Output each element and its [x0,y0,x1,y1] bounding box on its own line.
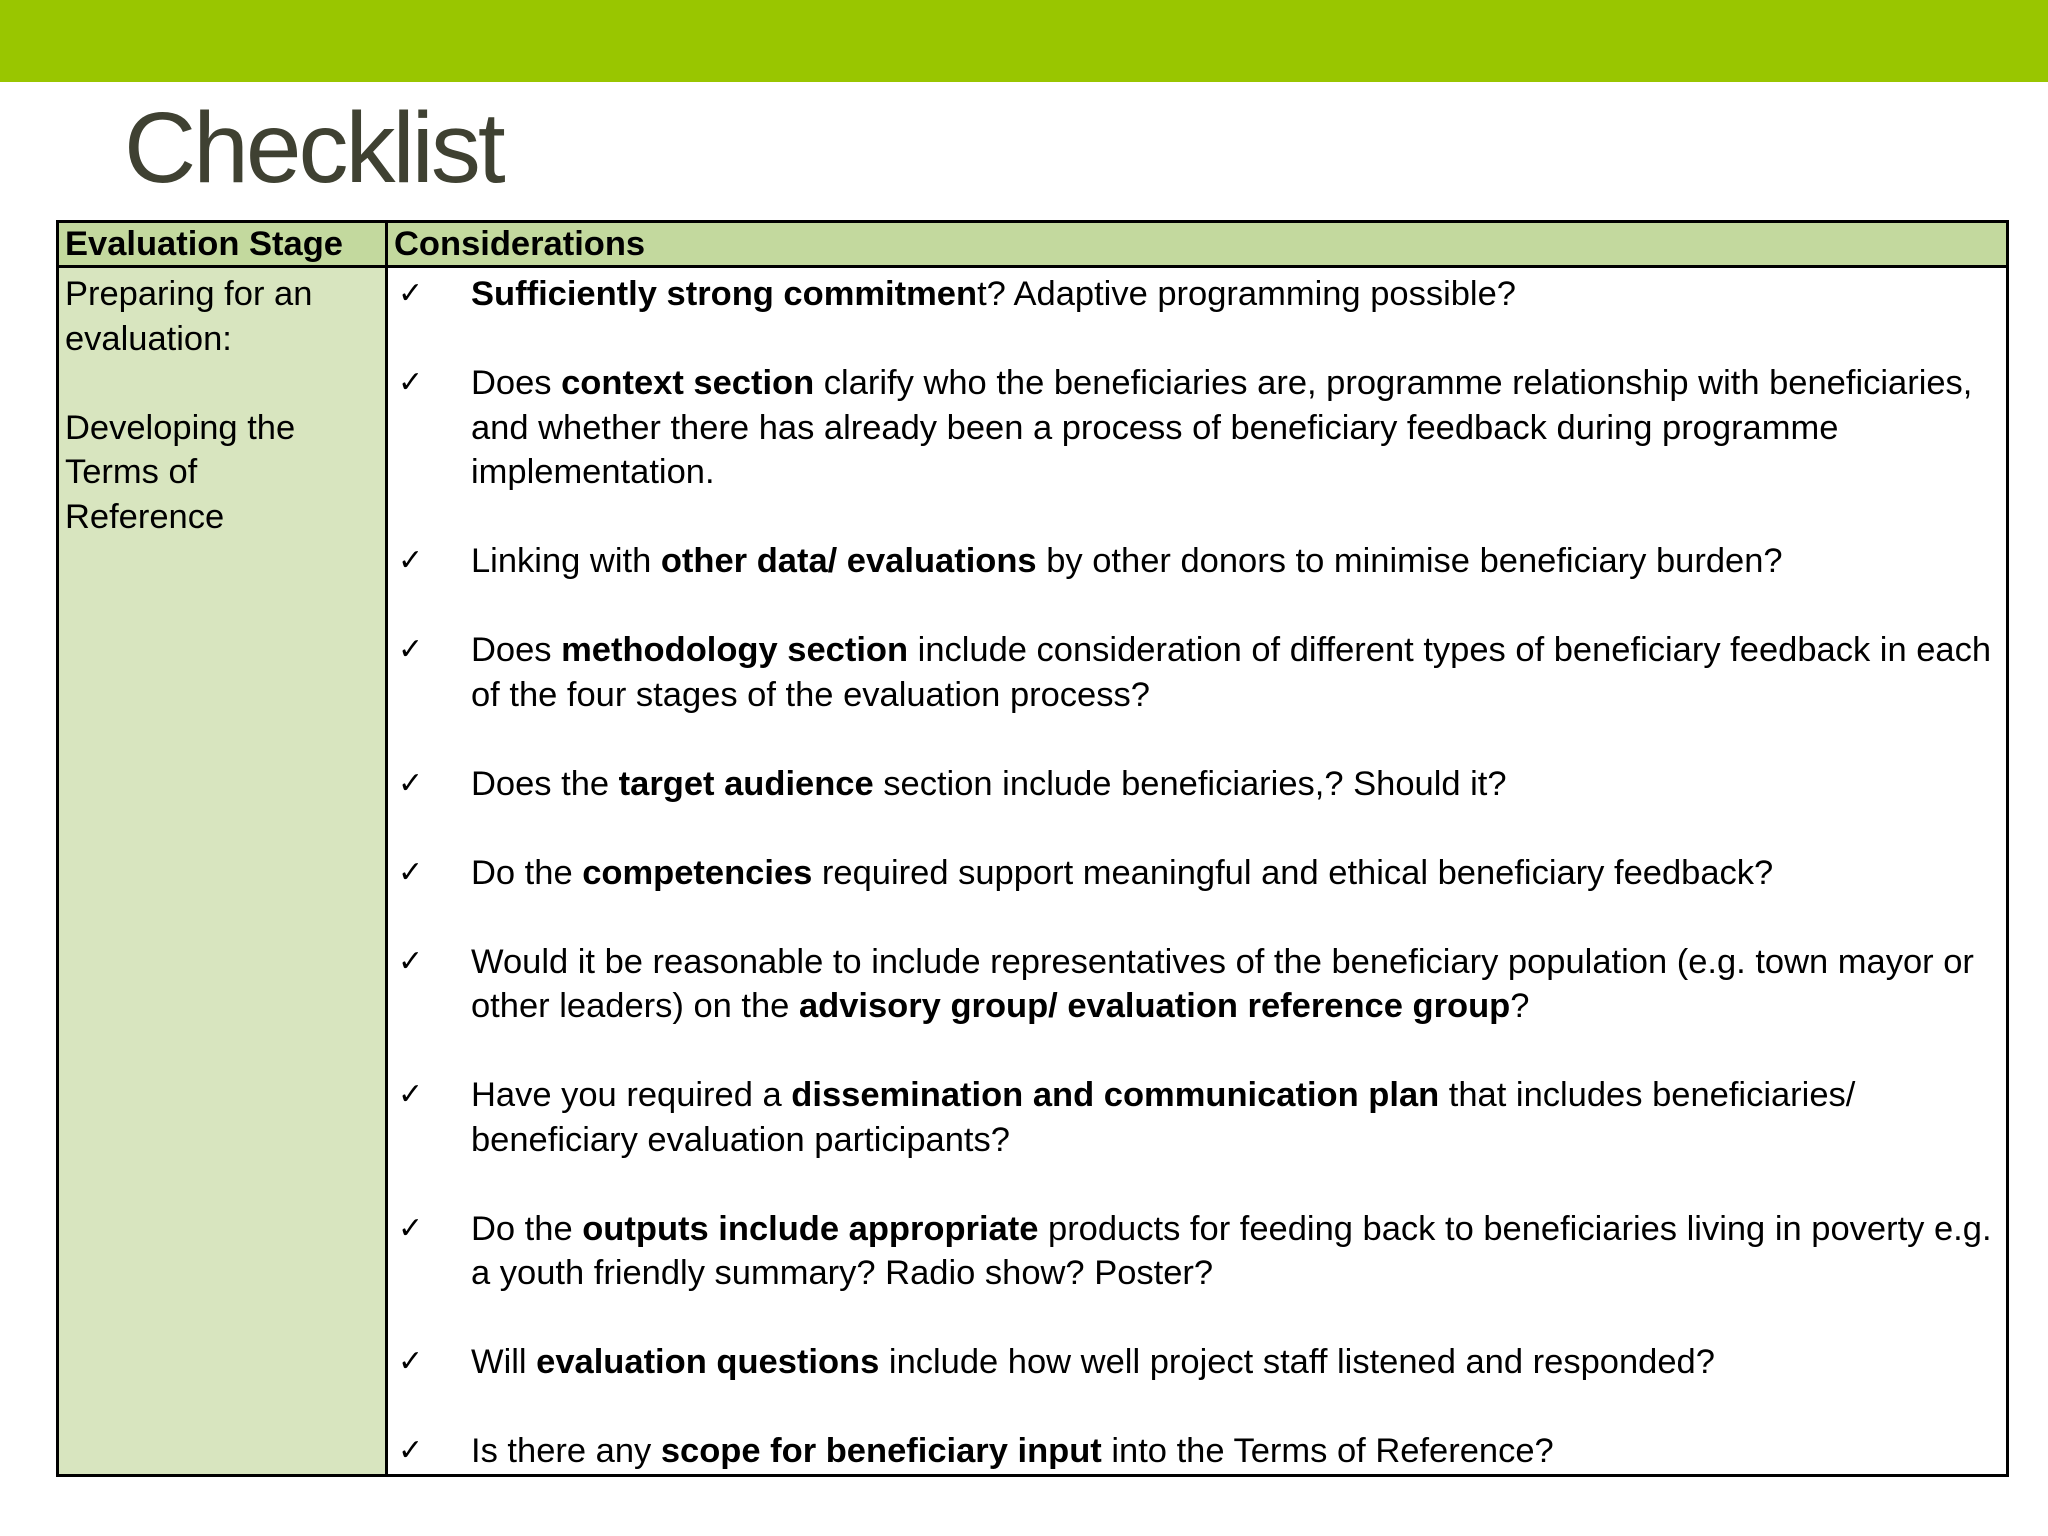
table-row [58,267,2008,1476]
item-bold-text: scope for beneficiary input [660,1432,1102,1470]
list-item [394,940,1994,1029]
item-text-before: Have you required a [471,1076,792,1114]
stage-cell [58,267,387,1476]
check-mark-icon: ✓ [398,1077,424,1112]
item-text-before: Is there any [471,1432,661,1470]
list-item [394,361,1994,495]
check-mark-icon: ✓ [398,1433,424,1468]
item-bold-text: Sufficiently strong commitmen [471,275,978,313]
stage-text-line: Reference [65,497,225,536]
list-item [394,851,1994,896]
item-bold-text: target audience [618,764,874,803]
item-text-after: clarify who the beneficiaries are, programme relationship with beneficiaries, and whether there has already been a process of beneficiary feedback during programme implementation. [471,364,1973,491]
item-text-after: t? Adaptive programming possible? [977,275,1516,313]
considerations-cell [387,267,2008,1476]
check-mark-icon: ✓ [398,543,424,578]
item-bold-text: advisory group/ evaluation reference group [798,987,1511,1025]
check-mark-icon: ✓ [398,854,424,890]
item-bold-text: methodology section [561,631,909,669]
item-text-before: Does the [471,764,619,803]
item-text-after: by other donors to minimise beneficiary burden? [1036,542,1783,580]
table-header-row [58,222,2008,267]
item-text-before: Will [471,1343,537,1381]
item-text-before: Does [471,631,562,669]
item-text-after: required support meaningful and ethical beneficiary feedback? [812,853,1774,892]
item-text-after: into the Terms of Reference? [1101,1432,1554,1470]
item-text-before: Would it be reasonable to include representatives of the beneficiary population (e.g. town mayor or other leaders) on the [471,942,1974,1025]
item-bold-text: other data/ evaluations [660,542,1037,580]
top-accent-band [0,0,2048,82]
list-item [394,1073,1994,1162]
stage-text-line: Developing the [65,408,296,447]
item-bold-text: context section [561,364,815,402]
item-text-before: Linking with [471,542,661,580]
list-item [394,272,1994,317]
stage-text-line: Preparing for an [65,275,313,313]
stage-text-line: Terms of [65,453,198,491]
item-text-after: that includes beneficiaries/ beneficiary evaluation participants? [471,1076,1856,1159]
list-item [394,1340,1994,1385]
item-bold-text: outputs include appropriate [582,1209,1039,1248]
item-text-after: products for feeding back to beneficiaries living in poverty e.g. a youth friendly summary? Radio show? Poster? [471,1209,1992,1292]
slide-title: Checklist [124,92,503,204]
check-mark-icon: ✓ [398,1210,424,1246]
stage-spacer [65,361,379,406]
item-text-after: include consideration of different types of beneficiary feedback in each of the four stages of the evaluation process? [471,631,1992,714]
list-item [394,539,1994,584]
list-item [394,1207,1994,1296]
header-evaluation-stage: Evaluation Stage [58,222,387,267]
item-text-before: Do the [471,853,583,892]
check-mark-icon: ✓ [398,1344,424,1379]
header-considerations: Considerations [387,222,2008,267]
item-text-after: include how well project staff listened and responded? [879,1343,1715,1381]
checklist-table [56,220,2009,1477]
item-text-after: section include beneficiaries,? Should it? [873,764,1507,803]
check-mark-icon: ✓ [398,276,424,311]
check-mark-icon: ✓ [398,765,424,801]
check-mark-icon: ✓ [398,943,424,979]
check-mark-icon: ✓ [398,632,424,667]
item-text-before: Does [471,364,562,402]
considerations-list [394,272,1994,1474]
list-item [394,1429,1994,1474]
item-text-before: Do the [471,1209,583,1248]
list-item [394,628,1994,717]
item-bold-text: dissemination and communication plan [791,1076,1440,1114]
item-bold-text: evaluation questions [536,1343,880,1381]
item-bold-text: competencies [582,853,813,892]
list-item [394,762,1994,807]
stage-text-line: evaluation: [65,319,232,358]
item-text-after: ? [1510,987,1530,1025]
check-mark-icon: ✓ [398,365,424,400]
